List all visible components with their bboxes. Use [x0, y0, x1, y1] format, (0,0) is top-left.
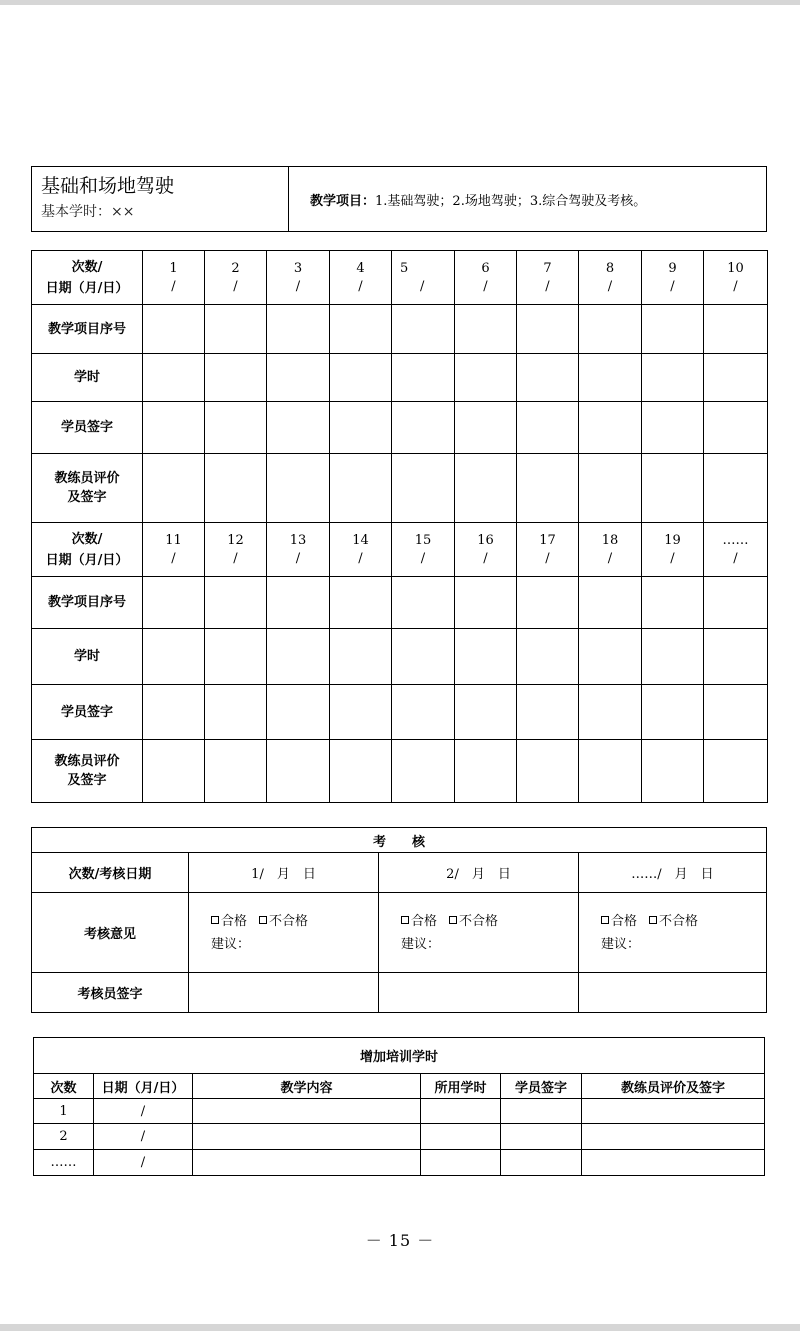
blank-cell[interactable]	[193, 1099, 421, 1124]
suggestion-label: 建议：	[401, 936, 441, 952]
coach-eval-label	[32, 740, 143, 803]
session-number: 9	[668, 260, 677, 276]
blank-cell[interactable]	[582, 1099, 765, 1124]
blank-cell[interactable]	[392, 577, 455, 629]
student-sign-label: 学员签字	[32, 402, 143, 454]
teaching-items-label: 教学项目：	[310, 193, 376, 209]
blank-cell[interactable]	[392, 740, 455, 803]
pass-checkbox[interactable]	[601, 916, 609, 924]
blank-cell[interactable]	[704, 740, 768, 803]
blank-cell[interactable]	[330, 454, 392, 523]
assessment-date-row	[32, 853, 767, 893]
session-cell	[143, 251, 205, 305]
blank-cell[interactable]	[143, 454, 205, 523]
count-date-row	[32, 523, 768, 577]
blank-cell[interactable]	[267, 577, 330, 629]
hours-row	[32, 629, 768, 685]
blank-cell[interactable]	[392, 402, 455, 454]
blank-cell[interactable]	[517, 629, 579, 685]
session-number: 1	[169, 260, 178, 276]
blank-cell[interactable]	[455, 629, 517, 685]
blank-cell[interactable]	[205, 305, 267, 354]
blank-cell[interactable]	[704, 454, 768, 523]
blank-cell[interactable]	[501, 1150, 582, 1176]
blank-cell[interactable]	[704, 402, 768, 454]
session-number: 13	[289, 532, 307, 548]
session-cell	[704, 523, 768, 577]
student-sign-row	[32, 685, 768, 740]
col-header: 次数	[34, 1074, 94, 1099]
date-slash: /	[670, 550, 675, 566]
date-slash: /	[171, 278, 176, 294]
blank-cell[interactable]	[704, 305, 768, 354]
blank-cell[interactable]	[517, 685, 579, 740]
student-sign-row	[32, 402, 768, 454]
fail-checkbox[interactable]	[259, 916, 267, 924]
blank-cell[interactable]	[193, 1124, 421, 1150]
session-cell	[517, 523, 579, 577]
blank-cell[interactable]	[330, 354, 392, 402]
table-row	[34, 1150, 765, 1176]
blank-cell[interactable]	[517, 740, 579, 803]
session-number: 4	[356, 260, 365, 276]
opinion-cell	[379, 893, 579, 973]
item-number-row	[32, 305, 768, 354]
blank-cell[interactable]	[517, 577, 579, 629]
blank-cell[interactable]	[205, 454, 267, 523]
extra-training-title: 增加培训学时	[34, 1038, 765, 1074]
blank-cell[interactable]	[143, 740, 205, 803]
blank-cell[interactable]	[455, 685, 517, 740]
fail-checkbox[interactable]	[649, 916, 657, 924]
course-title: 基础和场地驾驶	[41, 175, 175, 197]
teaching-items-text: 1.基础驾驶；2.场地驾驶；3.综合驾驶及考核。	[375, 193, 647, 209]
count-date-label	[32, 251, 143, 305]
date-slash: /	[545, 278, 550, 294]
blank-cell[interactable]	[143, 305, 205, 354]
blank-cell[interactable]	[330, 577, 392, 629]
extra-title-row	[34, 1038, 765, 1074]
count-label: 次数/	[71, 531, 103, 547]
session-cell	[392, 251, 455, 305]
blank-cell[interactable]	[267, 740, 330, 803]
row-date[interactable]: /	[94, 1150, 193, 1176]
blank-cell[interactable]	[143, 354, 205, 402]
coach-eval-row	[32, 454, 768, 523]
assessment-opinion-label: 考核意见	[32, 893, 189, 973]
course-header	[31, 166, 767, 232]
date-slash: /	[358, 278, 363, 294]
count-date-row	[32, 251, 768, 305]
blank-cell[interactable]	[455, 305, 517, 354]
date-slash: /	[420, 550, 426, 566]
date-slash: /	[420, 278, 425, 294]
blank-cell[interactable]	[330, 629, 392, 685]
session-number: 17	[539, 532, 556, 548]
date-slash: /	[607, 278, 613, 294]
col-header: 学员签字	[501, 1074, 582, 1099]
col-header: 教学内容	[193, 1074, 421, 1099]
blank-cell[interactable]	[642, 577, 704, 629]
blank-cell[interactable]	[205, 354, 267, 402]
coach-eval-label-line2: 及签字	[67, 490, 107, 505]
teaching-items-cell	[289, 167, 767, 232]
blank-cell[interactable]	[582, 1150, 765, 1176]
blank-cell[interactable]	[330, 402, 392, 454]
session-number: 7	[543, 260, 552, 276]
row-count: 2	[34, 1124, 94, 1150]
student-sign-label: 学员签字	[32, 685, 143, 740]
blank-cell[interactable]	[421, 1150, 501, 1176]
blank-cell[interactable]	[330, 685, 392, 740]
row-date[interactable]: /	[94, 1099, 193, 1124]
session-number: 3	[293, 260, 303, 276]
blank-cell[interactable]	[642, 740, 704, 803]
session-cell	[579, 523, 642, 577]
blank-cell[interactable]	[579, 740, 642, 803]
date-slash: /	[295, 278, 301, 294]
blank-cell[interactable]	[501, 1124, 582, 1150]
date-slash: /	[233, 278, 238, 294]
assessment-table	[31, 827, 767, 1013]
blank-cell[interactable]	[143, 685, 205, 740]
date-slash: /	[733, 278, 738, 294]
session-number: ……	[722, 532, 749, 548]
blank-cell[interactable]	[642, 402, 704, 454]
blank-cell[interactable]	[205, 740, 267, 803]
row-date[interactable]: /	[94, 1124, 193, 1150]
blank-cell[interactable]	[517, 402, 579, 454]
blank-cell[interactable]	[143, 402, 205, 454]
blank-cell[interactable]	[392, 305, 455, 354]
blank-cell[interactable]	[392, 629, 455, 685]
blank-cell[interactable]	[455, 354, 517, 402]
fail-label: 不合格	[269, 913, 309, 929]
fail-label: 不合格	[659, 913, 699, 929]
blank-cell[interactable]	[579, 973, 767, 1013]
suggestion-label: 建议：	[601, 936, 641, 952]
blank-cell[interactable]	[517, 305, 579, 354]
blank-cell[interactable]	[421, 1099, 501, 1124]
training-schedule-table	[31, 250, 768, 803]
blank-cell[interactable]	[642, 305, 704, 354]
date-label: 日期（月/日）	[45, 552, 129, 568]
blank-cell[interactable]	[267, 402, 330, 454]
session-number: 11	[165, 532, 182, 548]
session-number: 8	[605, 260, 615, 276]
coach-eval-label-line1: 教练员评价	[54, 754, 120, 769]
row-count: 1	[34, 1099, 94, 1124]
blank-cell[interactable]	[579, 402, 642, 454]
blank-cell[interactable]	[704, 629, 768, 685]
blank-cell[interactable]	[579, 629, 642, 685]
date-slash: /	[670, 278, 675, 294]
blank-cell[interactable]	[642, 629, 704, 685]
table-row	[34, 1124, 765, 1150]
blank-cell[interactable]	[143, 577, 205, 629]
opinion-cell	[189, 893, 379, 973]
examiner-sign-row	[32, 973, 767, 1013]
session-number: 10	[727, 260, 744, 276]
col-header: 所用学时	[421, 1074, 501, 1099]
blank-cell[interactable]	[642, 454, 704, 523]
bottom-border	[0, 1324, 800, 1331]
blank-cell[interactable]	[704, 685, 768, 740]
pass-checkbox[interactable]	[211, 916, 219, 924]
blank-cell[interactable]	[143, 629, 205, 685]
session-number: 6	[481, 260, 490, 276]
session-cell	[267, 251, 330, 305]
session-cell	[517, 251, 579, 305]
coach-eval-label-line2: 及签字	[67, 773, 107, 788]
blank-cell[interactable]	[642, 354, 704, 402]
blank-cell[interactable]	[517, 454, 579, 523]
blank-cell[interactable]	[455, 740, 517, 803]
session-cell	[455, 251, 517, 305]
extra-training-table	[33, 1037, 765, 1176]
date-slash: /	[545, 550, 550, 566]
row-count: ……	[34, 1150, 94, 1176]
hours-label: 学时	[32, 629, 143, 685]
date-slash: /	[358, 550, 363, 566]
session-number: 18	[601, 532, 619, 548]
session-cell	[579, 251, 642, 305]
blank-cell[interactable]	[392, 685, 455, 740]
blank-cell[interactable]	[704, 577, 768, 629]
blank-cell[interactable]	[205, 685, 267, 740]
coach-eval-row	[32, 740, 768, 803]
blank-cell[interactable]	[392, 454, 455, 523]
table-row	[34, 1099, 765, 1124]
session-number: 5	[400, 260, 409, 276]
hours-label: 学时	[32, 354, 143, 402]
fail-checkbox[interactable]	[449, 916, 457, 924]
assessment-opinion-row	[32, 893, 767, 973]
assessment-title: 考 核	[32, 828, 767, 853]
session-number: 16	[477, 532, 494, 548]
blank-cell[interactable]	[579, 685, 642, 740]
hours-row	[32, 354, 768, 402]
page-number: － 15 －	[365, 1231, 435, 1250]
date-slash: /	[233, 550, 238, 566]
blank-cell[interactable]	[582, 1124, 765, 1150]
col-header: 日期（月/日）	[94, 1074, 193, 1099]
pass-label: 合格	[411, 913, 438, 929]
coach-eval-label	[32, 454, 143, 523]
assessment-date-2[interactable]: 2/ 月 日	[379, 853, 579, 893]
blank-cell[interactable]	[189, 973, 379, 1013]
blank-cell[interactable]	[267, 305, 330, 354]
date-slash: /	[483, 278, 488, 294]
opinion-cell	[579, 893, 767, 973]
count-date-label	[32, 523, 143, 577]
assessment-title-row	[32, 828, 767, 853]
date-slash: /	[607, 550, 613, 566]
session-cell	[330, 251, 392, 305]
blank-cell[interactable]	[205, 629, 267, 685]
date-label: 日期（月/日）	[45, 280, 129, 296]
pass-checkbox[interactable]	[401, 916, 409, 924]
examiner-sign-label: 考核员签字	[32, 973, 189, 1013]
session-number: 2	[231, 260, 240, 276]
session-cell	[704, 251, 768, 305]
session-cell	[143, 523, 205, 577]
session-number: 14	[352, 532, 369, 548]
top-border	[0, 0, 800, 5]
blank-cell[interactable]	[379, 973, 579, 1013]
date-slash: /	[483, 550, 488, 566]
session-cell	[455, 523, 517, 577]
assessment-date-3[interactable]: ……/ 月 日	[579, 853, 767, 893]
blank-cell[interactable]	[455, 454, 517, 523]
blank-cell[interactable]	[579, 577, 642, 629]
fail-label: 不合格	[459, 913, 499, 929]
session-number: 12	[227, 532, 244, 548]
session-number: 19	[664, 532, 681, 548]
item-number-label: 教学项目序号	[32, 577, 143, 629]
blank-cell[interactable]	[193, 1150, 421, 1176]
blank-cell[interactable]	[421, 1124, 501, 1150]
blank-cell[interactable]	[579, 454, 642, 523]
blank-cell[interactable]	[392, 354, 455, 402]
session-cell	[205, 251, 267, 305]
blank-cell[interactable]	[455, 402, 517, 454]
extra-header-row	[34, 1074, 765, 1099]
session-cell	[642, 251, 704, 305]
suggestion-label: 建议：	[211, 936, 251, 952]
pass-label: 合格	[611, 913, 638, 929]
course-title-cell	[32, 167, 289, 232]
blank-cell[interactable]	[330, 305, 392, 354]
session-cell	[205, 523, 267, 577]
session-number: 15	[414, 532, 432, 548]
item-number-label: 教学项目序号	[32, 305, 143, 354]
session-cell	[267, 523, 330, 577]
col-header: 教练员评价及签字	[582, 1074, 765, 1099]
blank-cell[interactable]	[205, 577, 267, 629]
date-slash: /	[295, 550, 301, 566]
blank-cell[interactable]	[455, 577, 517, 629]
session-cell	[330, 523, 392, 577]
blank-cell[interactable]	[267, 685, 330, 740]
blank-cell[interactable]	[642, 685, 704, 740]
assessment-date-label: 次数/考核日期	[32, 853, 189, 893]
pass-label: 合格	[221, 913, 248, 929]
date-slash: /	[171, 550, 176, 566]
blank-cell[interactable]	[267, 454, 330, 523]
blank-cell[interactable]	[579, 305, 642, 354]
date-slash: /	[733, 550, 738, 566]
blank-cell[interactable]	[267, 354, 330, 402]
blank-cell[interactable]	[267, 629, 330, 685]
item-number-row	[32, 577, 768, 629]
session-cell	[392, 523, 455, 577]
session-cell	[642, 523, 704, 577]
blank-cell[interactable]	[579, 354, 642, 402]
basic-hours: 基本学时：××	[41, 204, 135, 220]
count-label: 次数/	[71, 259, 103, 275]
blank-cell[interactable]	[501, 1099, 582, 1124]
assessment-date-1[interactable]: 1/ 月 日	[189, 853, 379, 893]
blank-cell[interactable]	[704, 354, 768, 402]
blank-cell[interactable]	[330, 740, 392, 803]
coach-eval-label-line1: 教练员评价	[54, 471, 120, 486]
blank-cell[interactable]	[517, 354, 579, 402]
blank-cell[interactable]	[205, 402, 267, 454]
